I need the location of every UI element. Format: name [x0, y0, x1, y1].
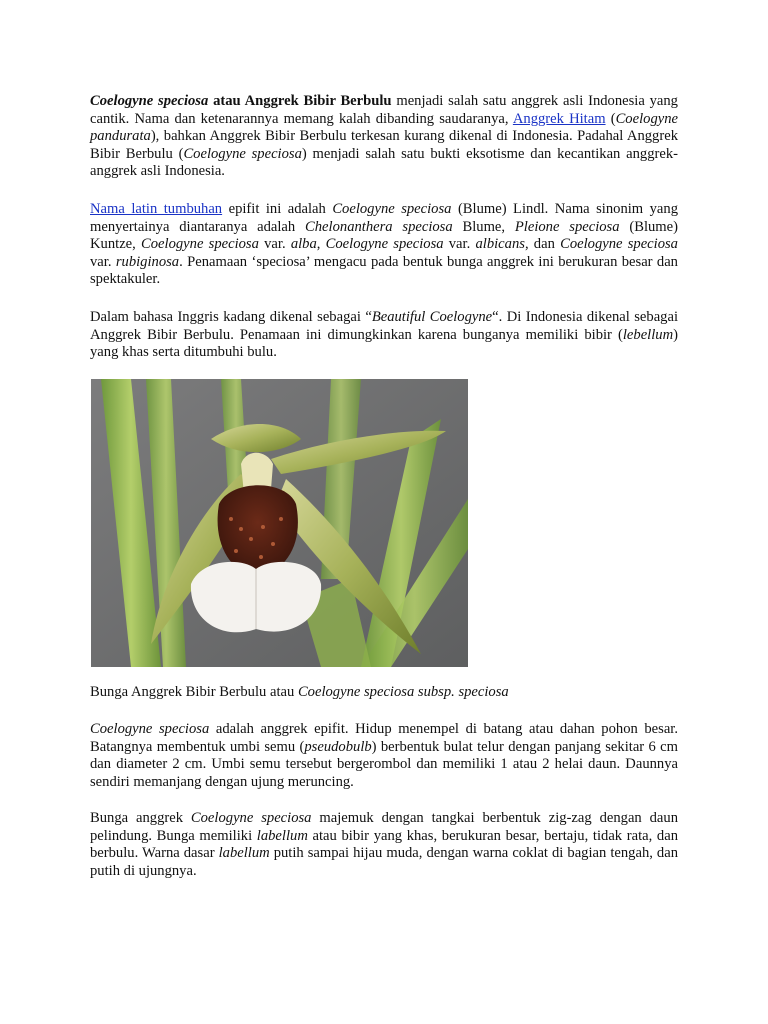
link-anggrek-hitam[interactable]: Anggrek Hitam [512, 110, 606, 127]
link-nama-latin-tumbuhan[interactable]: Nama latin tumbuhan [90, 201, 223, 217]
paragraph-english-name: Dalam bahasa Inggris kadang dikenal sebagai “Beautiful Coelogyne“. Di Indonesia dikenal sebagai Anggrek Bibir Berbulu. Penamaan ini dimungkinkan karena bunganya memiliki bibir (lebellum) yang khas serta ditumbuhi bulu. [90, 309, 679, 361]
orchid-photo [91, 379, 468, 667]
paragraph-description: Coelogyne speciosa adalah anggrek epifit. Hidup menempel di batang atau dahan pohon besar. Batangnya membentuk umbi semu (pseudobulb) berbentuk bulat telur dengan panjang sekitar 6 cm dan diameter 2 cm. Umbi semu tersebut bergerombol dan memiliki 1 atau 2 helai daun. Daunnya sendiri memanjang dengan ujung meruncing. [90, 721, 679, 790]
paragraph-intro: Coelogyne speciosa atau Anggrek Bibir Berbulu menjadi salah satu anggrek asli Indonesia yang cantik. Nama dan ketenarannya memang kalah dibanding saudaranya, Anggrek Hitam (Coelogyne pandurata), bahkan Anggrek Bibir Berbulu terkesan kurang dikenal di Indonesia. Padahal Anggrek Bibir Berbulu (Coelogyne speciosa) menjadi salah satu bukti eksotisme dan kecantikan anggrek-anggrek asli Indonesia. [90, 93, 678, 180]
species-title: Coelogyne speciosa atau Anggrek Bibir Berbulu [90, 93, 392, 109]
paragraph-latin-name: Nama latin tumbuhan epifit ini adalah Coelogyne speciosa (Blume) Lindl. Nama sinonim yang menyertainya diantaranya adalah Chelonanthera speciosa Blume, Pleione speciosa (Blume) Kuntze, Coelogyne speciosa var. alba, Coelogyne speciosa var. albicans, dan Coelogyne speciosa var. rubiginosa. Penamaan ‘speciosa’ mengacu pada bentuk bunga anggrek ini berukuran besar dan spektakuler. [90, 201, 678, 288]
photo-caption: Bunga Anggrek Bibir Berbulu atau Coelogyne speciosa subsp. speciosa [90, 684, 509, 700]
paragraph-flower: Bunga anggrek Coelogyne speciosa majemuk dengan tangkai berbentuk zig-zag dengan daun pelindung. Bunga memiliki labellum atau bibir yang khas, berukuran besar, bertaju, tidak rata, dan berbulu. Warna dasar labellum putih sampai hijau muda, dengan warna coklat di bagian tengah, dan putih di ujungnya. [90, 810, 678, 879]
